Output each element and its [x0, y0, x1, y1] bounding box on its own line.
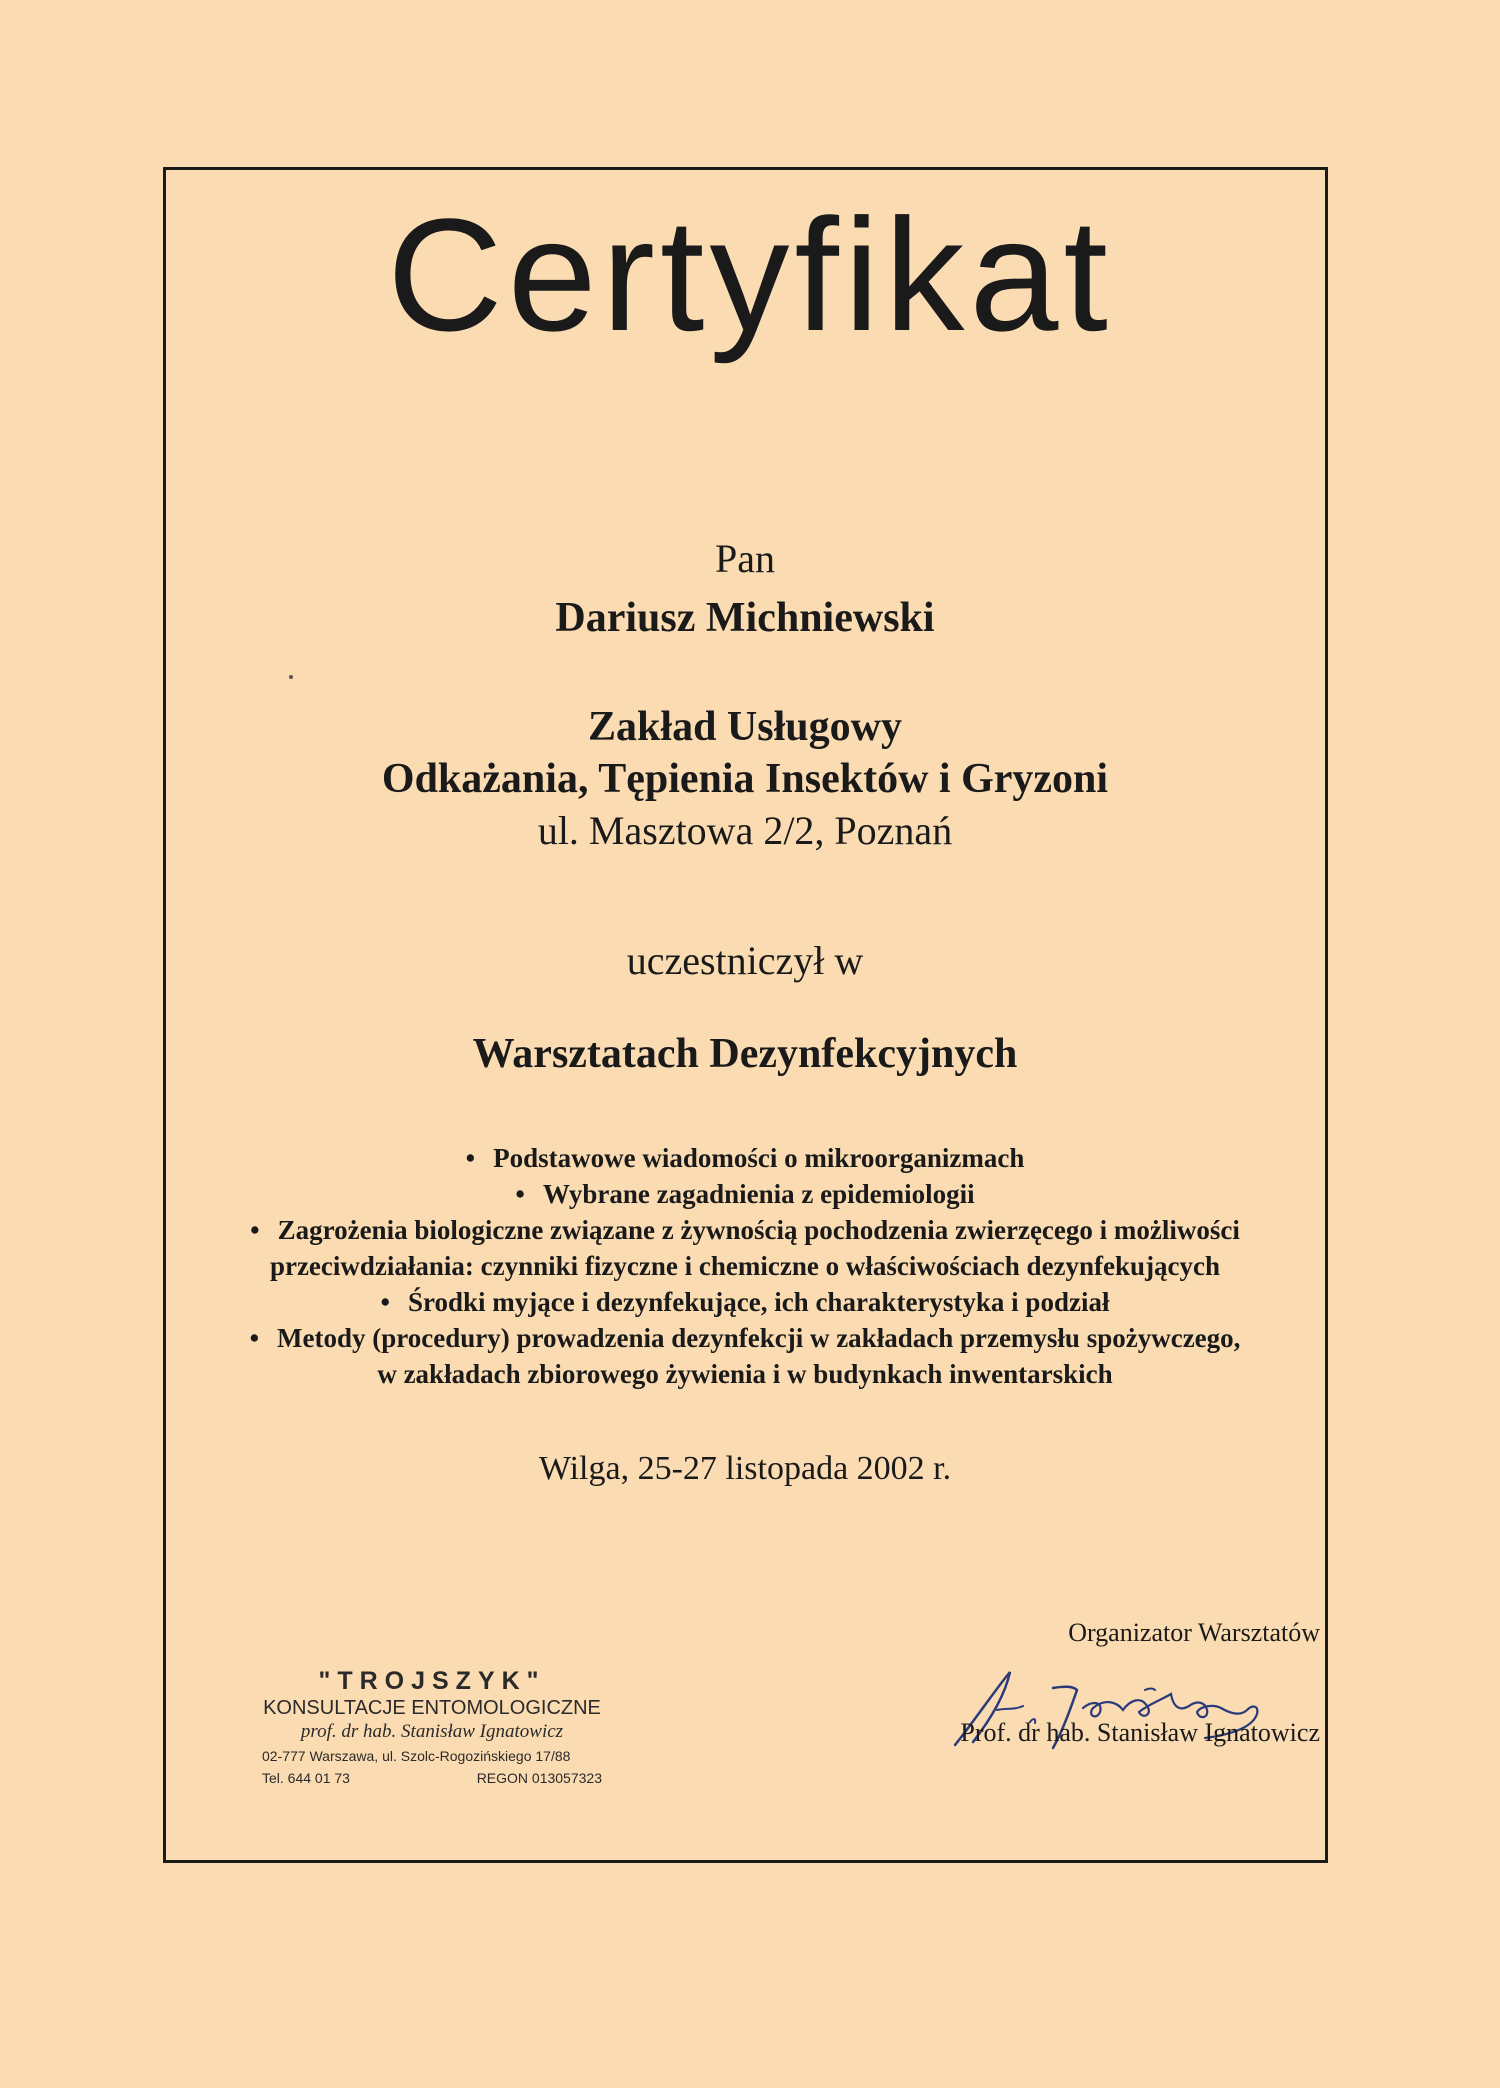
participation-text: uczestniczył w [626, 938, 864, 983]
place-date: Wilga, 25-27 listopada 2002 r. [538, 1450, 952, 1487]
topic-list [180, 1140, 1310, 1392]
topic-text: Środki myjące i dezynfekujące, ich charakterystyka i podział [407, 1287, 1110, 1317]
company-address: ul. Masztowa 2/2, Poznań [537, 808, 953, 853]
topic-item [180, 1212, 1310, 1284]
certificate-title: Certyfikat [387, 185, 1113, 364]
company-line-2: Odkażania, Tępienia Insektów i Gryzoni [381, 756, 1109, 802]
certificate-border [163, 167, 1328, 1863]
topic-text: Zagrożenia biologiczne związane z żywnością pochodzenia zwierzęcego i możliwości [277, 1215, 1240, 1245]
company-stamp [262, 1666, 602, 1786]
topic-text: Wybrane zagadnienia z epidemiologii [542, 1179, 975, 1209]
recipient-name: Dariusz Michniewski [555, 595, 935, 641]
bullet-icon: • [380, 1287, 390, 1317]
topic-item [180, 1284, 1310, 1320]
topic-continuation: w zakładach zbiorowego żywienia i w budynkach inwentarskich [377, 1359, 1113, 1389]
stamp-phone: Tel. 644 01 73 [262, 1770, 350, 1786]
bullet-icon: • [250, 1215, 260, 1245]
company-line-1: Zakład Usługowy [588, 704, 902, 750]
salutation: Pan [715, 536, 775, 581]
bullet-icon: • [249, 1323, 260, 1353]
stamp-address: 02-777 Warszawa, ul. Szolc-Rogozińskiego 17/88 [262, 1748, 571, 1764]
stamp-regon: REGON 013057323 [476, 1770, 602, 1786]
topic-item [180, 1140, 1310, 1176]
event-name: Warsztatach Dezynfekcyjnych [472, 1031, 1018, 1077]
bullet-icon: • [515, 1179, 525, 1209]
stamp-person: prof. dr hab. Stanisław Ignatowicz [300, 1721, 564, 1742]
signer-name: Prof. dr hab. Stanisław Ignatowicz [960, 1718, 1320, 1747]
topic-text: Podstawowe wiadomości o mikroorganizmach [493, 1143, 1025, 1173]
topic-item [180, 1176, 1310, 1212]
stamp-contact-row [262, 1770, 602, 1786]
topic-text: Metody (procedury) prowadzenia dezynfekcji w zakładach przemysłu spożywczego, [277, 1323, 1241, 1353]
stamp-subtitle: KONSULTACJE ENTOMOLOGICZNE [263, 1697, 601, 1719]
paper-speck [289, 675, 293, 679]
stamp-company-name: "TROJSZYK" [318, 1667, 546, 1695]
organizer-role: Organizator Warsztatów [1068, 1618, 1320, 1647]
topic-continuation: przeciwdziałania: czynniki fizyczne i chemiczne o właściwościach dezynfekujących [269, 1251, 1221, 1281]
topic-item [180, 1320, 1310, 1392]
bullet-icon: • [465, 1143, 476, 1173]
